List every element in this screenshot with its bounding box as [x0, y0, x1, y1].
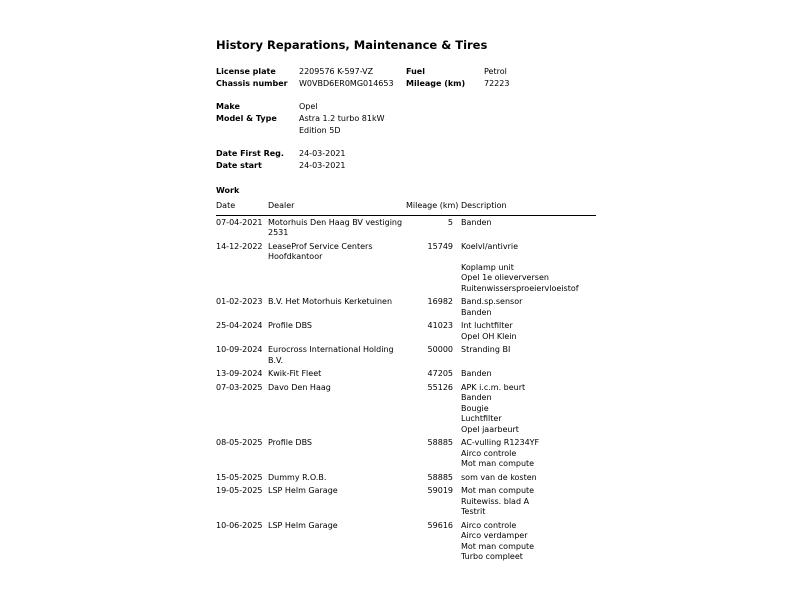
work-header-mileage: Mileage (km)	[406, 201, 453, 215]
make-value: Opel	[299, 102, 318, 111]
work-description-line: Mot man compute	[461, 541, 535, 551]
work-description-line: Airco verdamper	[461, 531, 528, 540]
work-row-mileage: 41023	[427, 321, 453, 330]
work-row-date: 10-09-2024	[216, 345, 263, 354]
work-row-descriptions	[453, 295, 596, 319]
work-table-body	[216, 215, 596, 564]
work-description-line: Mot man compute	[461, 486, 535, 495]
work-description-line: Airco controle	[461, 520, 517, 530]
info-row	[216, 101, 596, 113]
work-description-line: Mot man compute	[461, 459, 535, 468]
work-table-header	[216, 201, 596, 215]
work-row	[216, 295, 596, 319]
work-row-dealer: LSP Helm Garage	[268, 486, 338, 495]
work-description-line: Testrit	[461, 507, 486, 516]
work-description-line: AC-vulling R1234YF	[461, 438, 540, 447]
work-description-line: Opel 1e olieverversen	[461, 273, 549, 282]
work-description-line: Opel OH Klein	[461, 331, 517, 341]
work-row	[216, 471, 596, 485]
work-description-line: Luchtfilter	[461, 414, 502, 423]
work-row-mileage: 16982	[427, 297, 453, 306]
work-row	[216, 519, 596, 564]
work-row-dealer: LeaseProf Service Centers Hoofdkantoor	[268, 241, 373, 261]
work-row-mileage: 59616	[427, 520, 453, 530]
work-description-line: Ruitenwissersproeiervloeistof	[461, 283, 579, 293]
work-section-title: Work	[216, 186, 240, 195]
work-row-date: 07-04-2021	[216, 217, 263, 227]
work-description-line: Bougie	[461, 403, 489, 413]
work-row-date: 14-12-2022	[216, 241, 263, 251]
work-row-date: 01-02-2023	[216, 297, 263, 306]
work-description-line: Stranding BI	[461, 345, 511, 354]
date-start-label: Date start	[216, 161, 262, 170]
info-row	[216, 148, 596, 160]
mileage-label: Mileage (km)	[406, 79, 466, 88]
work-row-mileage: 58885	[427, 472, 453, 482]
chassis-number-value: W0VBD6ER0MG014653	[299, 79, 394, 88]
work-description-line: Band.sp.sensor	[461, 297, 523, 306]
model-type-label: Model & Type	[216, 114, 277, 123]
work-row-dealer: LSP Helm Garage	[268, 520, 338, 530]
work-row-dealer: Eurocross International Holding B.V.	[268, 345, 394, 365]
work-row-descriptions	[453, 367, 596, 381]
work-row-dealer: Motorhuis Den Haag BV vestiging 2531	[268, 217, 403, 237]
work-description-line: Opel jaarbeurt	[461, 424, 519, 434]
info-row	[216, 113, 596, 137]
work-description-line	[461, 252, 596, 263]
license-plate-value: 2209576 K-597-VZ	[299, 67, 374, 76]
date-first-reg-label: Date First Reg.	[216, 149, 284, 158]
work-description-line: Airco controle	[461, 448, 517, 458]
work-row	[216, 484, 596, 519]
work-row-dealer: Profile DBS	[268, 438, 313, 447]
work-row	[216, 367, 596, 381]
mileage-value: 72223	[484, 79, 510, 88]
work-row-mileage: 55126	[427, 382, 453, 392]
work-description-line: APK i.c.m. beurt	[461, 382, 526, 392]
work-row-dealer: Profile DBS	[268, 321, 313, 330]
work-row-descriptions	[453, 381, 596, 437]
license-plate-label: License plate	[216, 67, 276, 76]
chassis-number-label: Chassis number	[216, 79, 288, 88]
work-table	[216, 201, 596, 564]
work-row-mileage: 47205	[427, 369, 453, 378]
work-description-line: Banden	[461, 393, 492, 402]
vehicle-id-section	[216, 66, 596, 90]
info-row	[216, 160, 596, 172]
work-row-dealer: Dummy R.O.B.	[268, 472, 327, 482]
work-row-date: 13-09-2024	[216, 369, 263, 378]
info-row	[216, 78, 596, 90]
work-row	[216, 343, 596, 367]
work-row-descriptions	[453, 484, 596, 519]
work-description-line: Banden	[461, 369, 492, 378]
work-row-date: 19-05-2025	[216, 486, 263, 495]
document-title: History Reparations, Maintenance & Tires	[216, 38, 488, 52]
work-row-descriptions	[453, 215, 596, 240]
fuel-value: Petrol	[484, 67, 507, 76]
work-description-line: Ruitewiss. blad A	[461, 496, 530, 506]
work-row	[216, 215, 596, 240]
work-row-descriptions	[453, 240, 596, 296]
work-row-dealer: Kwik-Fit Fleet	[268, 369, 322, 378]
work-description-line: Banden	[461, 217, 492, 227]
work-row	[216, 319, 596, 343]
work-description-line: Koelvl/antivrie	[461, 241, 519, 251]
work-row-mileage: 59019	[427, 486, 453, 495]
work-row-dealer: B.V. Het Motorhuis Kerketuinen	[268, 297, 393, 306]
report-document	[216, 38, 596, 564]
date-first-reg-value: 24-03-2021	[299, 149, 346, 158]
work-description-line: Turbo compleet	[461, 552, 523, 561]
info-row	[216, 66, 596, 78]
work-row-descriptions	[453, 519, 596, 564]
work-row-mileage: 58885	[427, 438, 453, 447]
work-description-line: som van de kosten	[461, 472, 537, 482]
work-row-descriptions	[453, 343, 596, 367]
fuel-label: Fuel	[406, 67, 425, 76]
work-header-description: Description	[453, 201, 596, 215]
make-label: Make	[216, 102, 240, 111]
work-row	[216, 436, 596, 471]
dates-section	[216, 148, 596, 172]
work-row	[216, 381, 596, 437]
work-row-mileage: 50000	[427, 345, 453, 354]
work-row-date: 08-05-2025	[216, 438, 263, 447]
work-row-date: 25-04-2024	[216, 321, 263, 330]
work-row-descriptions	[453, 471, 596, 485]
work-description-line: Int luchtfilter	[461, 321, 513, 330]
work-row-mileage: 5	[447, 217, 453, 227]
work-description-line: Banden	[461, 307, 492, 317]
work-row	[216, 240, 596, 296]
work-row-dealer: Davo Den Haag	[268, 382, 331, 392]
work-header-date: Date	[216, 201, 268, 215]
work-row-date: 15-05-2025	[216, 472, 263, 482]
model-type-value: Astra 1.2 turbo 81kW Edition 5D	[299, 114, 385, 135]
work-description-line: Koplamp unit	[461, 262, 514, 272]
work-row-mileage: 15749	[427, 241, 453, 251]
vehicle-model-section	[216, 101, 596, 137]
work-row-descriptions	[453, 319, 596, 343]
date-start-value: 24-03-2021	[299, 161, 346, 170]
work-row-date: 07-03-2025	[216, 382, 263, 392]
work-header-dealer: Dealer	[268, 201, 406, 215]
work-row-date: 10-06-2025	[216, 520, 263, 530]
work-row-descriptions	[453, 436, 596, 471]
